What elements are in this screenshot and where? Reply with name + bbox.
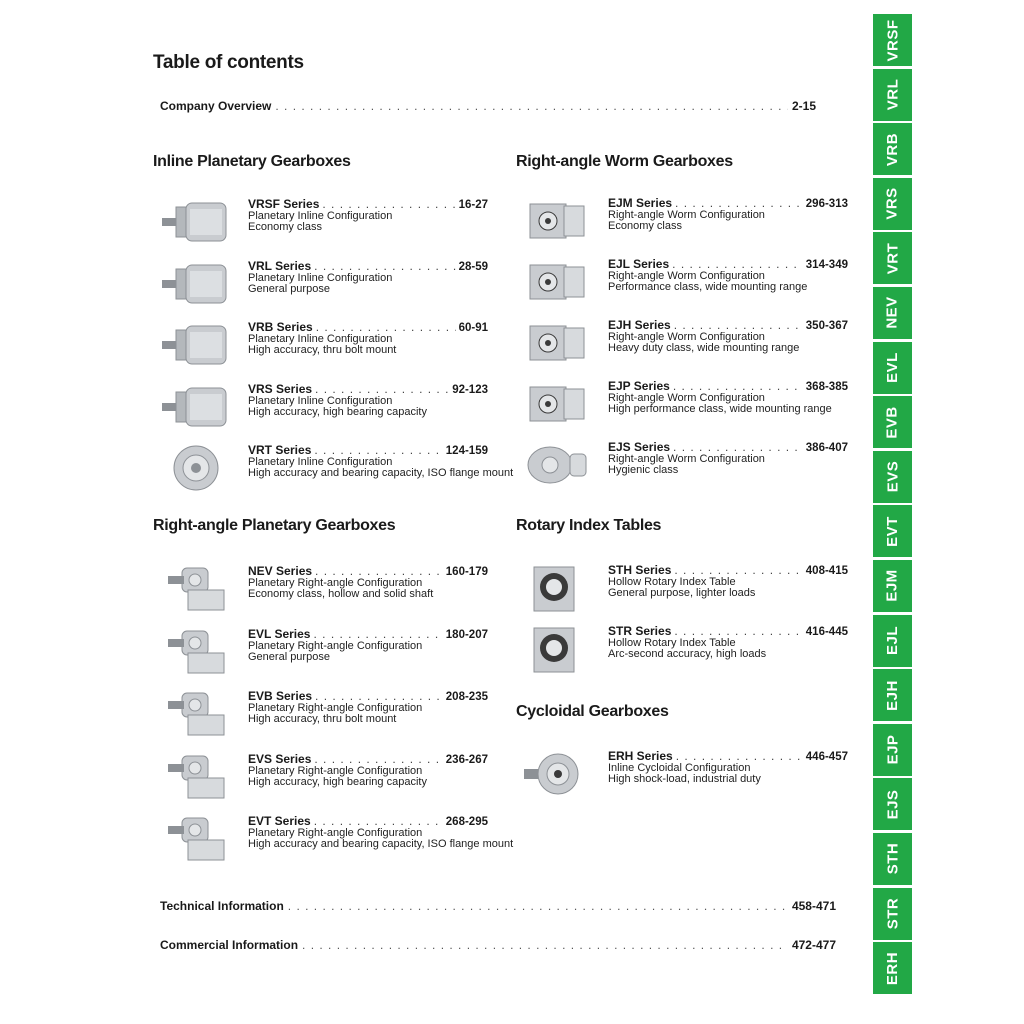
series-pages: 160-179 bbox=[445, 566, 488, 578]
series-entry-vrsf[interactable] bbox=[160, 197, 490, 251]
dot-leader bbox=[674, 563, 802, 577]
series-description-line1: Planetary Right-angle Configuration bbox=[248, 639, 423, 652]
series-entry-ejh[interactable] bbox=[520, 318, 850, 372]
series-entry-ejl[interactable] bbox=[520, 257, 850, 311]
toc-pages: 458-471 bbox=[791, 899, 836, 913]
dot-leader bbox=[315, 689, 443, 703]
side-tab-label: EJH bbox=[884, 679, 901, 711]
side-tab-nev[interactable] bbox=[873, 287, 912, 339]
series-entry-sth[interactable] bbox=[520, 563, 850, 617]
series-description-line1: Right-angle Worm Configuration bbox=[608, 331, 765, 343]
dot-leader bbox=[314, 752, 442, 766]
series-pages: 408-415 bbox=[805, 565, 848, 577]
series-description-line2: Economy class bbox=[248, 221, 322, 233]
series-name: STH Series bbox=[608, 563, 672, 577]
series-description-line2: Economy class bbox=[608, 220, 682, 232]
dot-leader bbox=[314, 259, 455, 273]
series-name: VRB Series bbox=[248, 320, 313, 334]
series-pages: 314-349 bbox=[805, 259, 848, 271]
worm-gearbox-icon bbox=[520, 318, 592, 368]
worm-gearbox-icon bbox=[520, 379, 592, 429]
dot-leader bbox=[676, 749, 803, 763]
side-tab-label: EVB bbox=[884, 405, 901, 439]
section-title-rotary-index: Rotary Index Tables bbox=[516, 517, 662, 534]
series-name: EVS Series bbox=[248, 751, 312, 766]
toc-commercial-information[interactable] bbox=[160, 938, 836, 952]
series-name: ERH Series bbox=[608, 749, 673, 763]
series-description-line1: Hollow Rotary Index Table bbox=[608, 637, 736, 649]
toc-company-overview[interactable] bbox=[160, 99, 816, 113]
series-description-line2: General purpose, lighter loads bbox=[608, 587, 756, 599]
section-title-right-angle-planetary: Right-angle Planetary Gearboxes bbox=[153, 517, 396, 534]
side-tab-ejl[interactable] bbox=[873, 615, 912, 667]
series-name: VRSF Series bbox=[248, 197, 320, 211]
side-tab-label: VRB bbox=[883, 132, 901, 166]
dot-leader bbox=[275, 99, 788, 113]
side-tab-ejs[interactable] bbox=[873, 778, 912, 830]
series-pages: 124-159 bbox=[445, 445, 488, 457]
series-description-line1: Hollow Rotary Index Table bbox=[608, 576, 736, 588]
series-description-line1: Inline Cycloidal Configuration bbox=[608, 762, 751, 774]
toc-label: Company Overview bbox=[160, 99, 272, 113]
right-angle-gearbox-icon bbox=[160, 627, 232, 677]
series-entry-nev[interactable] bbox=[160, 564, 490, 618]
right-angle-gearbox-icon bbox=[160, 564, 232, 614]
cycloidal-gearbox-icon bbox=[520, 749, 592, 799]
dot-leader bbox=[674, 318, 803, 332]
right-angle-gearbox-icon bbox=[160, 752, 232, 802]
series-description-line1: Planetary Right-angle Configuration bbox=[248, 702, 423, 714]
dot-leader bbox=[316, 320, 456, 334]
series-name: EJM Series bbox=[608, 196, 673, 210]
right-angle-gearbox-icon bbox=[160, 689, 232, 739]
series-description-line2: Hygienic class bbox=[608, 464, 679, 476]
series-description-line2: Performance class, wide mounting range bbox=[608, 281, 808, 293]
dot-leader bbox=[288, 899, 788, 913]
toc-pages: 2-15 bbox=[791, 99, 816, 113]
dot-leader bbox=[674, 624, 802, 638]
side-tab-evt[interactable] bbox=[873, 505, 912, 557]
toc-technical-information[interactable] bbox=[160, 899, 836, 913]
series-entry-ejs[interactable] bbox=[520, 440, 850, 494]
side-tab-label: EJS bbox=[883, 789, 901, 820]
series-description-line2: General purpose bbox=[248, 650, 330, 663]
series-description-line2: Heavy duty class, wide mounting range bbox=[608, 342, 800, 354]
side-tab-label: VRSF bbox=[884, 18, 902, 62]
series-entry-ejp[interactable] bbox=[520, 379, 850, 433]
series-description-line2: High accuracy, thru bolt mount bbox=[248, 713, 397, 725]
series-description-line1: Planetary Right-angle Configuration bbox=[248, 577, 423, 589]
series-description-line2: Economy class, hollow and solid shaft bbox=[248, 588, 434, 600]
dot-leader bbox=[675, 196, 803, 210]
series-description-line2: General purpose bbox=[248, 282, 330, 295]
series-entry-str[interactable] bbox=[520, 624, 850, 678]
section-title-inline-planetary: Inline Planetary Gearboxes bbox=[153, 153, 351, 170]
series-pages: 446-457 bbox=[805, 751, 848, 763]
series-entry-vrt[interactable] bbox=[160, 443, 514, 497]
side-tab-erh[interactable] bbox=[873, 942, 912, 994]
side-tab-evb[interactable] bbox=[873, 396, 912, 448]
side-tab-vrl[interactable] bbox=[873, 69, 912, 121]
side-tab-label: VRL bbox=[884, 78, 901, 111]
series-name: EVT Series bbox=[248, 814, 311, 828]
series-description-line1: Planetary Inline Configuration bbox=[248, 333, 393, 345]
series-name: EVL Series bbox=[248, 626, 311, 641]
side-tab-ejh[interactable] bbox=[873, 669, 912, 721]
dot-leader bbox=[673, 440, 803, 454]
series-pages: 416-445 bbox=[805, 626, 848, 638]
series-description-line2: High shock-load, industrial duty bbox=[608, 773, 761, 785]
series-entry-erh[interactable] bbox=[520, 749, 850, 803]
worm-gearbox-icon bbox=[520, 196, 592, 246]
series-pages: 268-295 bbox=[445, 816, 488, 828]
series-description-line1: Right-angle Worm Configuration bbox=[608, 453, 765, 465]
series-description-line1: Planetary Right-angle Configuration bbox=[248, 827, 423, 839]
series-pages: 350-367 bbox=[805, 320, 848, 332]
series-name: VRS Series bbox=[248, 381, 313, 396]
series-pages: 236-267 bbox=[445, 753, 488, 766]
side-tab-label: STH bbox=[884, 843, 901, 875]
series-description-line2: Arc-second accuracy, high loads bbox=[608, 648, 767, 660]
series-entry-vrb[interactable] bbox=[160, 320, 490, 374]
series-pages: 368-385 bbox=[805, 381, 848, 393]
series-description-line2: High accuracy, high bearing capacity bbox=[248, 405, 427, 418]
side-tab-label: EVS bbox=[883, 460, 901, 493]
series-entry-ejm[interactable] bbox=[520, 196, 850, 250]
series-name: VRT Series bbox=[248, 443, 312, 457]
series-name: NEV Series bbox=[248, 564, 313, 578]
toc-pages: 472-477 bbox=[791, 938, 836, 952]
section-title-right-angle-worm: Right-angle Worm Gearboxes bbox=[516, 153, 733, 170]
series-description-line2: High accuracy, high bearing capacity bbox=[248, 775, 427, 788]
series-name: EVB Series bbox=[248, 689, 313, 703]
dot-leader bbox=[313, 627, 442, 641]
series-pages: 296-313 bbox=[805, 198, 848, 210]
series-description-line2: High performance class, wide mounting range bbox=[608, 403, 832, 415]
flange-gearbox-icon bbox=[160, 443, 232, 493]
series-name: EJL Series bbox=[608, 257, 670, 271]
inline-gearbox-icon bbox=[160, 320, 232, 370]
series-entry-vrl[interactable] bbox=[160, 259, 490, 313]
series-pages: 60-91 bbox=[458, 322, 488, 334]
dot-leader bbox=[673, 379, 803, 393]
side-tab-sth[interactable] bbox=[873, 833, 912, 885]
side-tab-ejm[interactable] bbox=[873, 560, 912, 612]
side-tab-strip bbox=[873, 14, 912, 997]
toc-label: Technical Information bbox=[160, 899, 284, 913]
inline-gearbox-icon bbox=[160, 197, 232, 247]
side-tab-vrs[interactable] bbox=[873, 178, 912, 230]
series-description-line2: High accuracy and bearing capacity, ISO flange mount bbox=[248, 467, 514, 479]
page-title: Table of contents bbox=[153, 52, 304, 73]
series-pages: 28-59 bbox=[458, 260, 488, 273]
side-tab-evs[interactable] bbox=[873, 451, 912, 503]
side-tab-ejp[interactable] bbox=[873, 724, 912, 776]
series-pages: 92-123 bbox=[452, 383, 488, 396]
series-name: EJS Series bbox=[608, 440, 671, 454]
side-tab-vrt[interactable] bbox=[873, 232, 912, 284]
series-description-line1: Planetary Inline Configuration bbox=[248, 394, 393, 407]
section-title-cycloidal: Cycloidal Gearboxes bbox=[516, 703, 669, 720]
side-tab-label: STR bbox=[884, 897, 901, 930]
rotary-table-icon bbox=[520, 563, 592, 613]
rotary-table-icon bbox=[520, 624, 592, 674]
side-tab-label: NEV bbox=[884, 296, 901, 330]
dot-leader bbox=[672, 257, 803, 271]
right-angle-gearbox-icon bbox=[160, 814, 232, 864]
series-name: EJH Series bbox=[608, 318, 671, 332]
inline-gearbox-icon bbox=[160, 382, 232, 432]
series-pages: 208-235 bbox=[445, 691, 488, 703]
dot-leader bbox=[314, 814, 443, 828]
series-pages: 180-207 bbox=[445, 628, 488, 641]
side-tab-str[interactable] bbox=[873, 888, 912, 940]
side-tab-vrsf[interactable] bbox=[873, 14, 912, 66]
series-description-line2: High accuracy and bearing capacity, ISO flange mount bbox=[248, 838, 514, 850]
series-description-line1: Planetary Inline Configuration bbox=[248, 456, 393, 468]
series-description-line1: Right-angle Worm Configuration bbox=[608, 392, 765, 404]
series-description-line1: Planetary Inline Configuration bbox=[248, 210, 393, 222]
series-pages: 16-27 bbox=[458, 199, 488, 211]
side-tab-vrb[interactable] bbox=[873, 123, 912, 175]
series-description-line1: Planetary Right-angle Configuration bbox=[248, 764, 423, 777]
inline-gearbox-icon bbox=[160, 259, 232, 309]
series-name: STR Series bbox=[608, 624, 672, 638]
series-pages: 386-407 bbox=[805, 442, 848, 454]
side-tab-label: EJP bbox=[883, 734, 901, 765]
series-description-line1: Planetary Inline Configuration bbox=[248, 271, 393, 284]
side-tab-evl[interactable] bbox=[873, 342, 912, 394]
series-entry-evl[interactable] bbox=[160, 627, 490, 681]
series-entry-vrs[interactable] bbox=[160, 382, 490, 436]
dot-leader bbox=[315, 382, 449, 396]
side-tab-label: EJM bbox=[884, 569, 901, 603]
series-entry-evs[interactable] bbox=[160, 752, 490, 806]
side-tab-label: EVT bbox=[884, 516, 901, 547]
series-entry-evb[interactable] bbox=[160, 689, 490, 743]
series-name: EJP Series bbox=[608, 379, 670, 393]
side-tab-label: EJL bbox=[883, 626, 901, 656]
dot-leader bbox=[322, 197, 455, 211]
series-name: VRL Series bbox=[248, 258, 312, 273]
worm-gearbox-icon bbox=[520, 257, 592, 307]
dot-leader bbox=[314, 443, 442, 457]
side-tab-label: EVL bbox=[884, 352, 901, 383]
side-tab-label: ERH bbox=[883, 951, 901, 985]
dot-leader bbox=[315, 564, 443, 578]
series-description-line1: Right-angle Worm Configuration bbox=[608, 270, 765, 282]
hygienic-gearbox-icon bbox=[520, 440, 592, 490]
series-entry-evt[interactable] bbox=[160, 814, 514, 868]
series-description-line2: High accuracy, thru bolt mount bbox=[248, 344, 397, 356]
side-tab-label: VRT bbox=[884, 242, 901, 275]
series-description-line1: Right-angle Worm Configuration bbox=[608, 209, 765, 221]
dot-leader bbox=[302, 938, 788, 952]
side-tab-label: VRS bbox=[884, 187, 901, 220]
toc-label: Commercial Information bbox=[160, 938, 299, 952]
